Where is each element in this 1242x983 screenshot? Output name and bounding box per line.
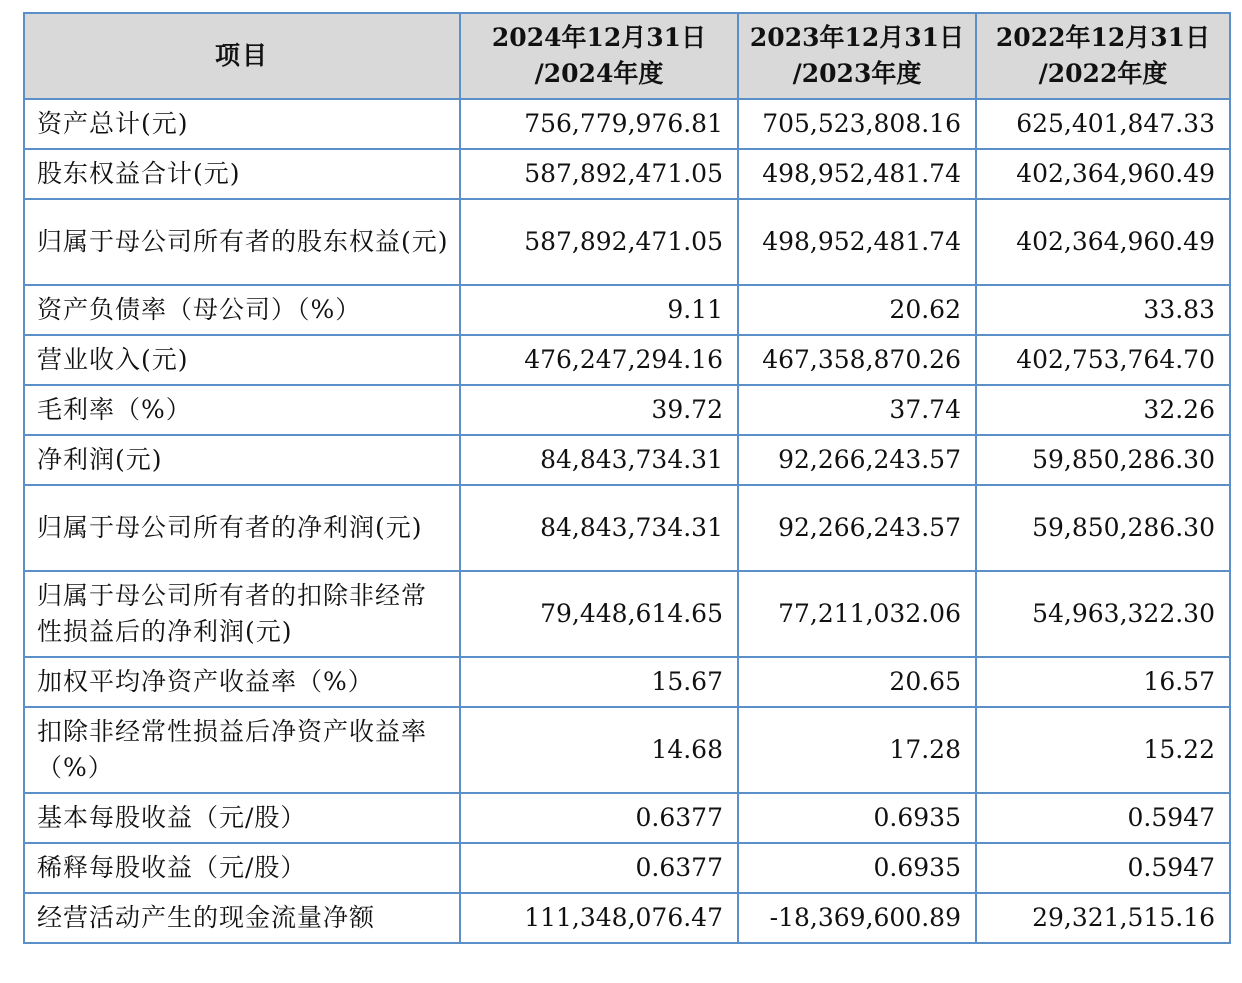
row-label: 股东权益合计(元) [24,149,460,199]
row-label: 归属于母公司所有者的股东权益(元) [24,199,460,285]
table-row [24,335,1230,385]
header-2024: 2024年12月31日 /2024年度 [460,13,738,99]
cell-2022: 0.5947 [976,793,1230,843]
row-label: 资产总计(元) [24,99,460,149]
row-label: 净利润(元) [24,435,460,485]
cell-2022: 15.22 [976,707,1230,793]
cell-2023: 0.6935 [738,793,976,843]
cell-2023: 0.6935 [738,843,976,893]
cell-2023: 37.74 [738,385,976,435]
cell-2024: 14.68 [460,707,738,793]
table-row [24,571,1230,657]
financial-indicators-table-container [23,12,1229,944]
table-row [24,199,1230,285]
table-row [24,485,1230,571]
cell-2022: 402,753,764.70 [976,335,1230,385]
cell-2022: 29,321,515.16 [976,893,1230,943]
cell-2024: 39.72 [460,385,738,435]
cell-2022: 16.57 [976,657,1230,707]
cell-2022: 625,401,847.33 [976,99,1230,149]
table-row [24,843,1230,893]
financial-indicators-table [23,12,1231,944]
cell-2022: 59,850,286.30 [976,435,1230,485]
cell-2022: 33.83 [976,285,1230,335]
cell-2024: 0.6377 [460,793,738,843]
cell-2022: 54,963,322.30 [976,571,1230,657]
cell-2022: 402,364,960.49 [976,199,1230,285]
cell-2022: 59,850,286.30 [976,485,1230,571]
header-2022: 2022年12月31日 /2022年度 [976,13,1230,99]
cell-2023: 20.62 [738,285,976,335]
table-row [24,385,1230,435]
cell-2023: 467,358,870.26 [738,335,976,385]
cell-2023: 77,211,032.06 [738,571,976,657]
table-row [24,149,1230,199]
table-header-row [24,13,1230,99]
cell-2023: 705,523,808.16 [738,99,976,149]
cell-2024: 84,843,734.31 [460,485,738,571]
cell-2022: 0.5947 [976,843,1230,893]
header-item: 项目 [24,13,460,99]
cell-2024: 15.67 [460,657,738,707]
table-row [24,707,1230,793]
table-row [24,99,1230,149]
table-row [24,285,1230,335]
table-row [24,435,1230,485]
row-label: 加权平均净资产收益率（%） [24,657,460,707]
cell-2022: 402,364,960.49 [976,149,1230,199]
row-label: 扣除非经常性损益后净资产收益率（%） [24,707,460,793]
cell-2023: -18,369,600.89 [738,893,976,943]
row-label: 基本每股收益（元/股） [24,793,460,843]
table-row [24,793,1230,843]
cell-2023: 92,266,243.57 [738,485,976,571]
table-row [24,893,1230,943]
cell-2024: 84,843,734.31 [460,435,738,485]
cell-2023: 20.65 [738,657,976,707]
row-label: 归属于母公司所有者的扣除非经常性损益后的净利润(元) [24,571,460,657]
header-2023: 2023年12月31日 /2023年度 [738,13,976,99]
cell-2024: 587,892,471.05 [460,149,738,199]
row-label: 资产负债率（母公司）（%） [24,285,460,335]
row-label: 稀释每股收益（元/股） [24,843,460,893]
cell-2024: 79,448,614.65 [460,571,738,657]
cell-2024: 0.6377 [460,843,738,893]
cell-2023: 17.28 [738,707,976,793]
cell-2024: 476,247,294.16 [460,335,738,385]
cell-2024: 9.11 [460,285,738,335]
cell-2024: 756,779,976.81 [460,99,738,149]
row-label: 经营活动产生的现金流量净额 [24,893,460,943]
row-label: 归属于母公司所有者的净利润(元) [24,485,460,571]
row-label: 毛利率（%） [24,385,460,435]
cell-2023: 498,952,481.74 [738,199,976,285]
cell-2023: 498,952,481.74 [738,149,976,199]
cell-2024: 587,892,471.05 [460,199,738,285]
table-row [24,657,1230,707]
cell-2024: 111,348,076.47 [460,893,738,943]
cell-2022: 32.26 [976,385,1230,435]
cell-2023: 92,266,243.57 [738,435,976,485]
row-label: 营业收入(元) [24,335,460,385]
